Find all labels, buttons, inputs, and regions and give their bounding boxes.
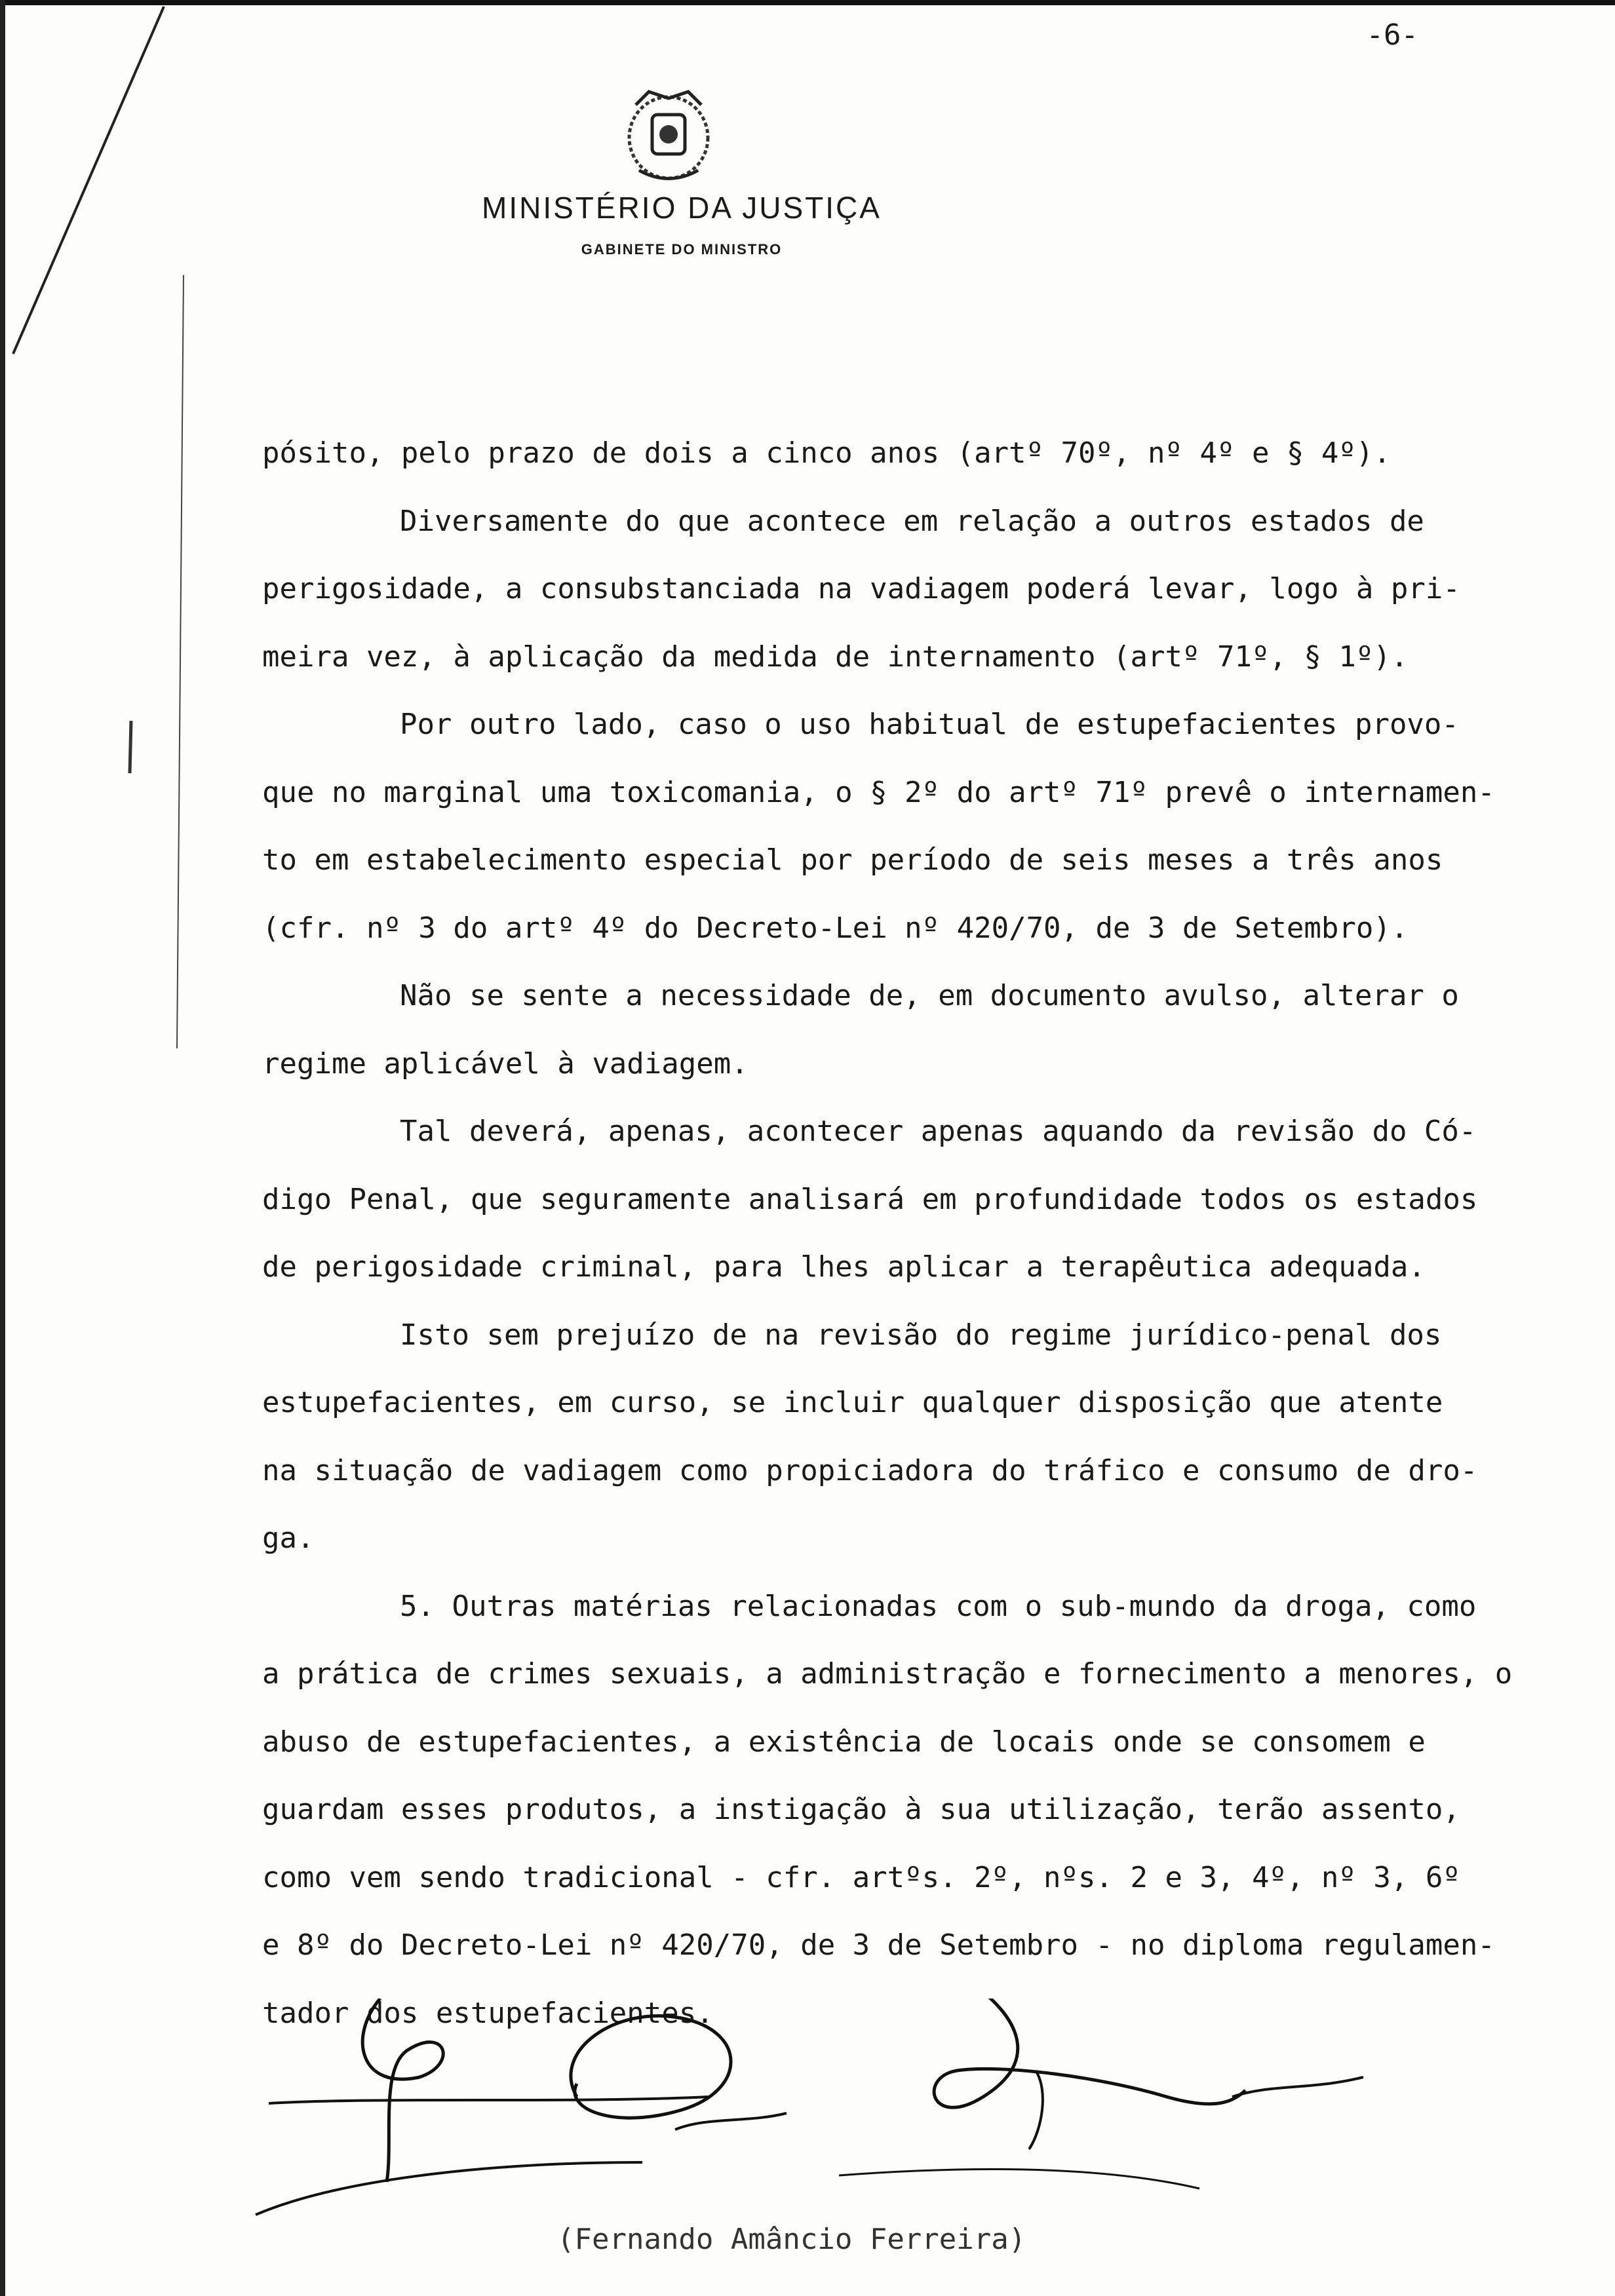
page-number: -6-	[1366, 18, 1418, 52]
body-line: e 8º do Decreto-Lei nº 420/70, de 3 de Setembro - no diploma regulamen-	[262, 1928, 1495, 1962]
body-line: guardam esses produtos, a instigação à sua utilização, terão assento,	[262, 1793, 1460, 1826]
body-line: que no marginal uma toxicomania, o § 2º do artº 71º prevê o internamen-	[262, 775, 1495, 809]
body-line: regime aplicável à vadiagem.	[262, 1046, 749, 1081]
body-line: tador dos estupefacientes.	[262, 1996, 714, 2030]
body-line: digo Penal, que seguramente analisará em profundidade todos os estados	[262, 1182, 1478, 1216]
document-body	[262, 419, 1513, 2047]
body-line: to em estabelecimento especial por período de seis meses a três anos	[262, 843, 1443, 877]
body-line: (cfr. nº 3 do artº 4º do Decreto-Lei nº 420/70, de 3 de Setembro).	[262, 911, 1409, 945]
body-line: na situação de vadiagem como propiciadora do tráfico e consumo de dro-	[262, 1453, 1478, 1487]
body-line: pósito, pelo prazo de dois a cinco anos (artº 70º, nº 4º e § 4º).	[262, 436, 1391, 470]
body-line: perigosidade, a consubstanciada na vadiagem poderá levar, logo à pri-	[262, 572, 1460, 605]
ministry-title: MINISTÉRIO DA JUSTIÇA	[482, 191, 882, 225]
handwritten-signature	[249, 1999, 1527, 2221]
body-line: Por outro lado, caso o uso habitual de estupefacientes provo-	[400, 708, 1459, 741]
body-line: Tal deverá, apenas, acontecer apenas aquando da revisão do Có-	[400, 1115, 1477, 1148]
signatory-name: (Fernando Amâncio Ferreira)	[557, 2223, 1026, 2256]
body-line: meira vez, à aplicação da medida de internamento (artº 71º, § 1º).	[262, 640, 1409, 674]
body-line: como vem sendo tradicional - cfr. artºs. 2º, nºs. 2 e 3, 4º, nº 3, 6º	[262, 1860, 1460, 1894]
body-line: Isto sem prejuízo de na revisão do regime jurídico-penal dos	[400, 1318, 1442, 1352]
body-line: a prática de crimes sexuais, a administração e fornecimento a menores, o	[262, 1657, 1513, 1691]
coat-of-arms-seal	[613, 79, 724, 190]
body-line: estupefacientes, em curso, se incluir qualquer disposição que atente	[262, 1386, 1443, 1419]
body-line: Diversamente do que acontece em relação a outros estados de	[400, 504, 1424, 538]
margin-pen-stroke	[0, 0, 197, 2296]
body-line: Não se sente a necessidade de, em documento avulso, alterar o	[400, 979, 1459, 1012]
cabinet-subtitle: GABINETE DO MINISTRO	[581, 241, 783, 258]
body-line: de perigosidade criminal, para lhes aplicar a terapêutica adequada.	[262, 1250, 1426, 1284]
body-line: 5. Outras matérias relacionadas com o sub-mundo da droga, como	[400, 1589, 1477, 1623]
top-border	[0, 0, 1615, 5]
body-line: ga.	[262, 1521, 315, 1555]
body-line: abuso de estupefacientes, a existência de locais onde se consomem e	[262, 1725, 1426, 1759]
